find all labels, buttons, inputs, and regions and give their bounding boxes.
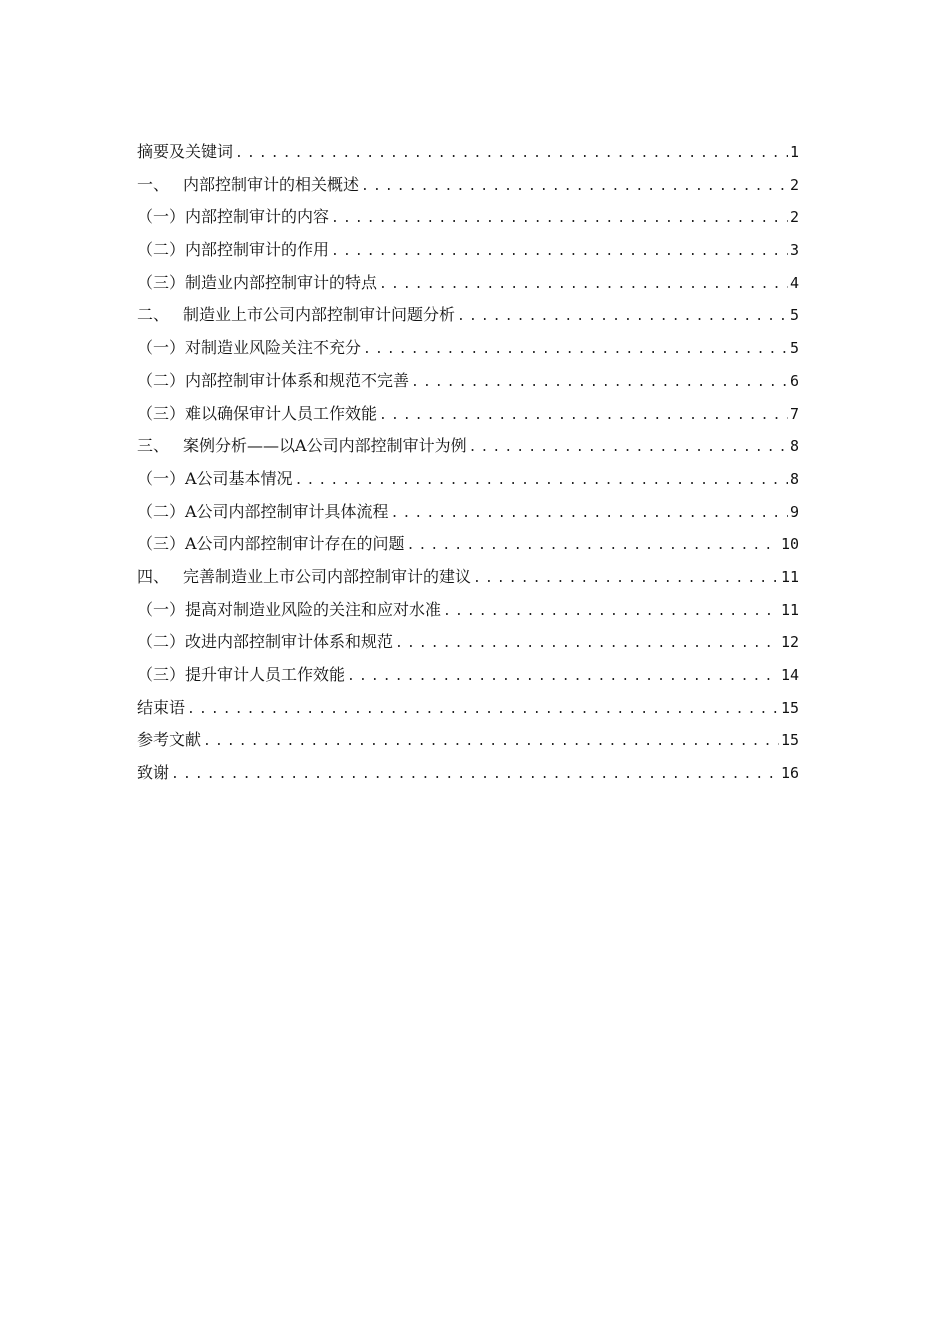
toc-page-number: 1 [789,143,799,161]
toc-entry-chapter-4[interactable] [137,561,799,594]
dot-leader [331,203,788,236]
toc-page-number: 6 [789,371,799,390]
toc-page-number: 9 [789,502,799,521]
dot-leader [411,367,788,400]
toc-entry-title: （三）制造业内部控制审计的特点 [137,272,378,292]
dot-leader [443,596,779,629]
chapter-number: 三、 [137,436,170,456]
dot-leader [363,334,788,367]
toc-entry-title: （三）难以确保审计人员工作效能 [137,403,378,423]
toc-entry-section-2-2[interactable] [137,365,799,398]
toc-entry-acknowledgements[interactable] [137,757,799,790]
dot-leader [457,301,788,334]
toc-entry-title: （二）内部控制审计体系和规范不完善 [137,370,410,390]
toc-entry-section-1-1[interactable] [137,201,799,234]
dot-leader [391,498,788,531]
dot-leader [395,628,779,661]
dot-leader [295,465,788,498]
toc-entry-title: （一）提高对制造业风险的关注和应对水准 [137,599,442,619]
toc-page-number: 2 [789,208,799,227]
toc-entry-title: （二）A公司内部控制审计具体流程 [137,501,389,521]
dot-leader [171,759,779,792]
toc-page-number: 16 [780,764,799,783]
toc-entry-title: （一）对制造业风险关注不充分 [137,338,362,358]
toc-entry-title: （一）A公司基本情况 [137,468,293,488]
toc-entry-section-3-2[interactable] [137,496,799,529]
toc-page-number: 15 [780,731,799,750]
toc-entry-title: 三、 案例分析——以A公司内部控制审计为例 [137,430,467,463]
toc-entry-section-1-2[interactable] [137,234,799,267]
toc-entry-section-2-1[interactable] [137,332,799,365]
toc-entry-chapter-2[interactable] [137,299,799,332]
toc-entry-chapter-1[interactable] [137,169,799,202]
toc-entry-title: 结束语 [137,697,186,717]
toc-entry-title: 摘要及关键词 [137,142,234,161]
toc-entry-section-3-3[interactable] [137,528,799,561]
dot-leader [203,726,779,759]
toc-page-number: 7 [789,404,799,423]
toc-entry-title: （二）内部控制审计的作用 [137,240,330,260]
toc-entry-title: 参考文献 [137,730,202,750]
dot-leader [379,400,788,433]
toc-entry-section-3-1[interactable] [137,463,799,496]
toc-entry-title: （三）A公司内部控制审计存在的问题 [137,534,405,554]
toc-entry-section-4-2[interactable] [137,626,799,659]
chapter-number: 二、 [137,305,170,325]
toc-page-number: 2 [789,175,799,194]
dot-leader [331,236,788,269]
dot-leader [407,530,779,563]
toc-page-number: 12 [780,633,799,652]
dot-leader [361,171,788,204]
dot-leader [235,138,788,171]
toc-entry-section-4-1[interactable] [137,594,799,627]
toc-entry-title: （一）内部控制审计的内容 [137,207,330,227]
toc-page-number: 10 [780,535,799,554]
toc-entry-title: 四、 完善制造业上市公司内部控制审计的建议 [137,561,471,594]
toc-page-number: 8 [789,437,799,456]
toc-page-number: 3 [789,241,799,260]
toc-page-number: 8 [789,469,799,488]
chapter-number: 四、 [137,566,170,586]
table-of-contents [137,136,799,790]
toc-page-number: 5 [789,339,799,358]
toc-entry-title: 致谢 [137,763,170,783]
toc-entry-title: 一、 内部控制审计的相关概述 [137,169,359,202]
dot-leader [469,432,788,465]
toc-page-number: 14 [780,666,799,684]
toc-page-number: 5 [789,306,799,325]
toc-entry-section-2-3[interactable] [137,398,799,431]
toc-entry-abstract[interactable] [137,136,799,169]
toc-page-number: 11 [780,567,799,586]
toc-entry-conclusion[interactable] [137,692,799,725]
toc-entry-references[interactable] [137,724,799,757]
toc-page-number: 4 [789,273,799,292]
chapter-number: 一、 [137,174,170,194]
toc-entry-title: （二）改进内部控制审计体系和规范 [137,632,394,652]
dot-leader [347,661,779,694]
toc-entry-section-1-3[interactable] [137,267,799,300]
dot-leader [187,694,779,727]
toc-entry-title: 二、 制造业上市公司内部控制审计问题分析 [137,299,455,332]
dot-leader [379,269,788,302]
dot-leader [473,563,779,596]
toc-page-number: 15 [780,698,799,717]
toc-entry-chapter-3[interactable] [137,430,799,463]
toc-entry-section-4-3[interactable] [137,659,799,692]
toc-page-number: 11 [780,600,799,619]
toc-entry-title: （三）提升审计人员工作效能 [137,665,346,684]
